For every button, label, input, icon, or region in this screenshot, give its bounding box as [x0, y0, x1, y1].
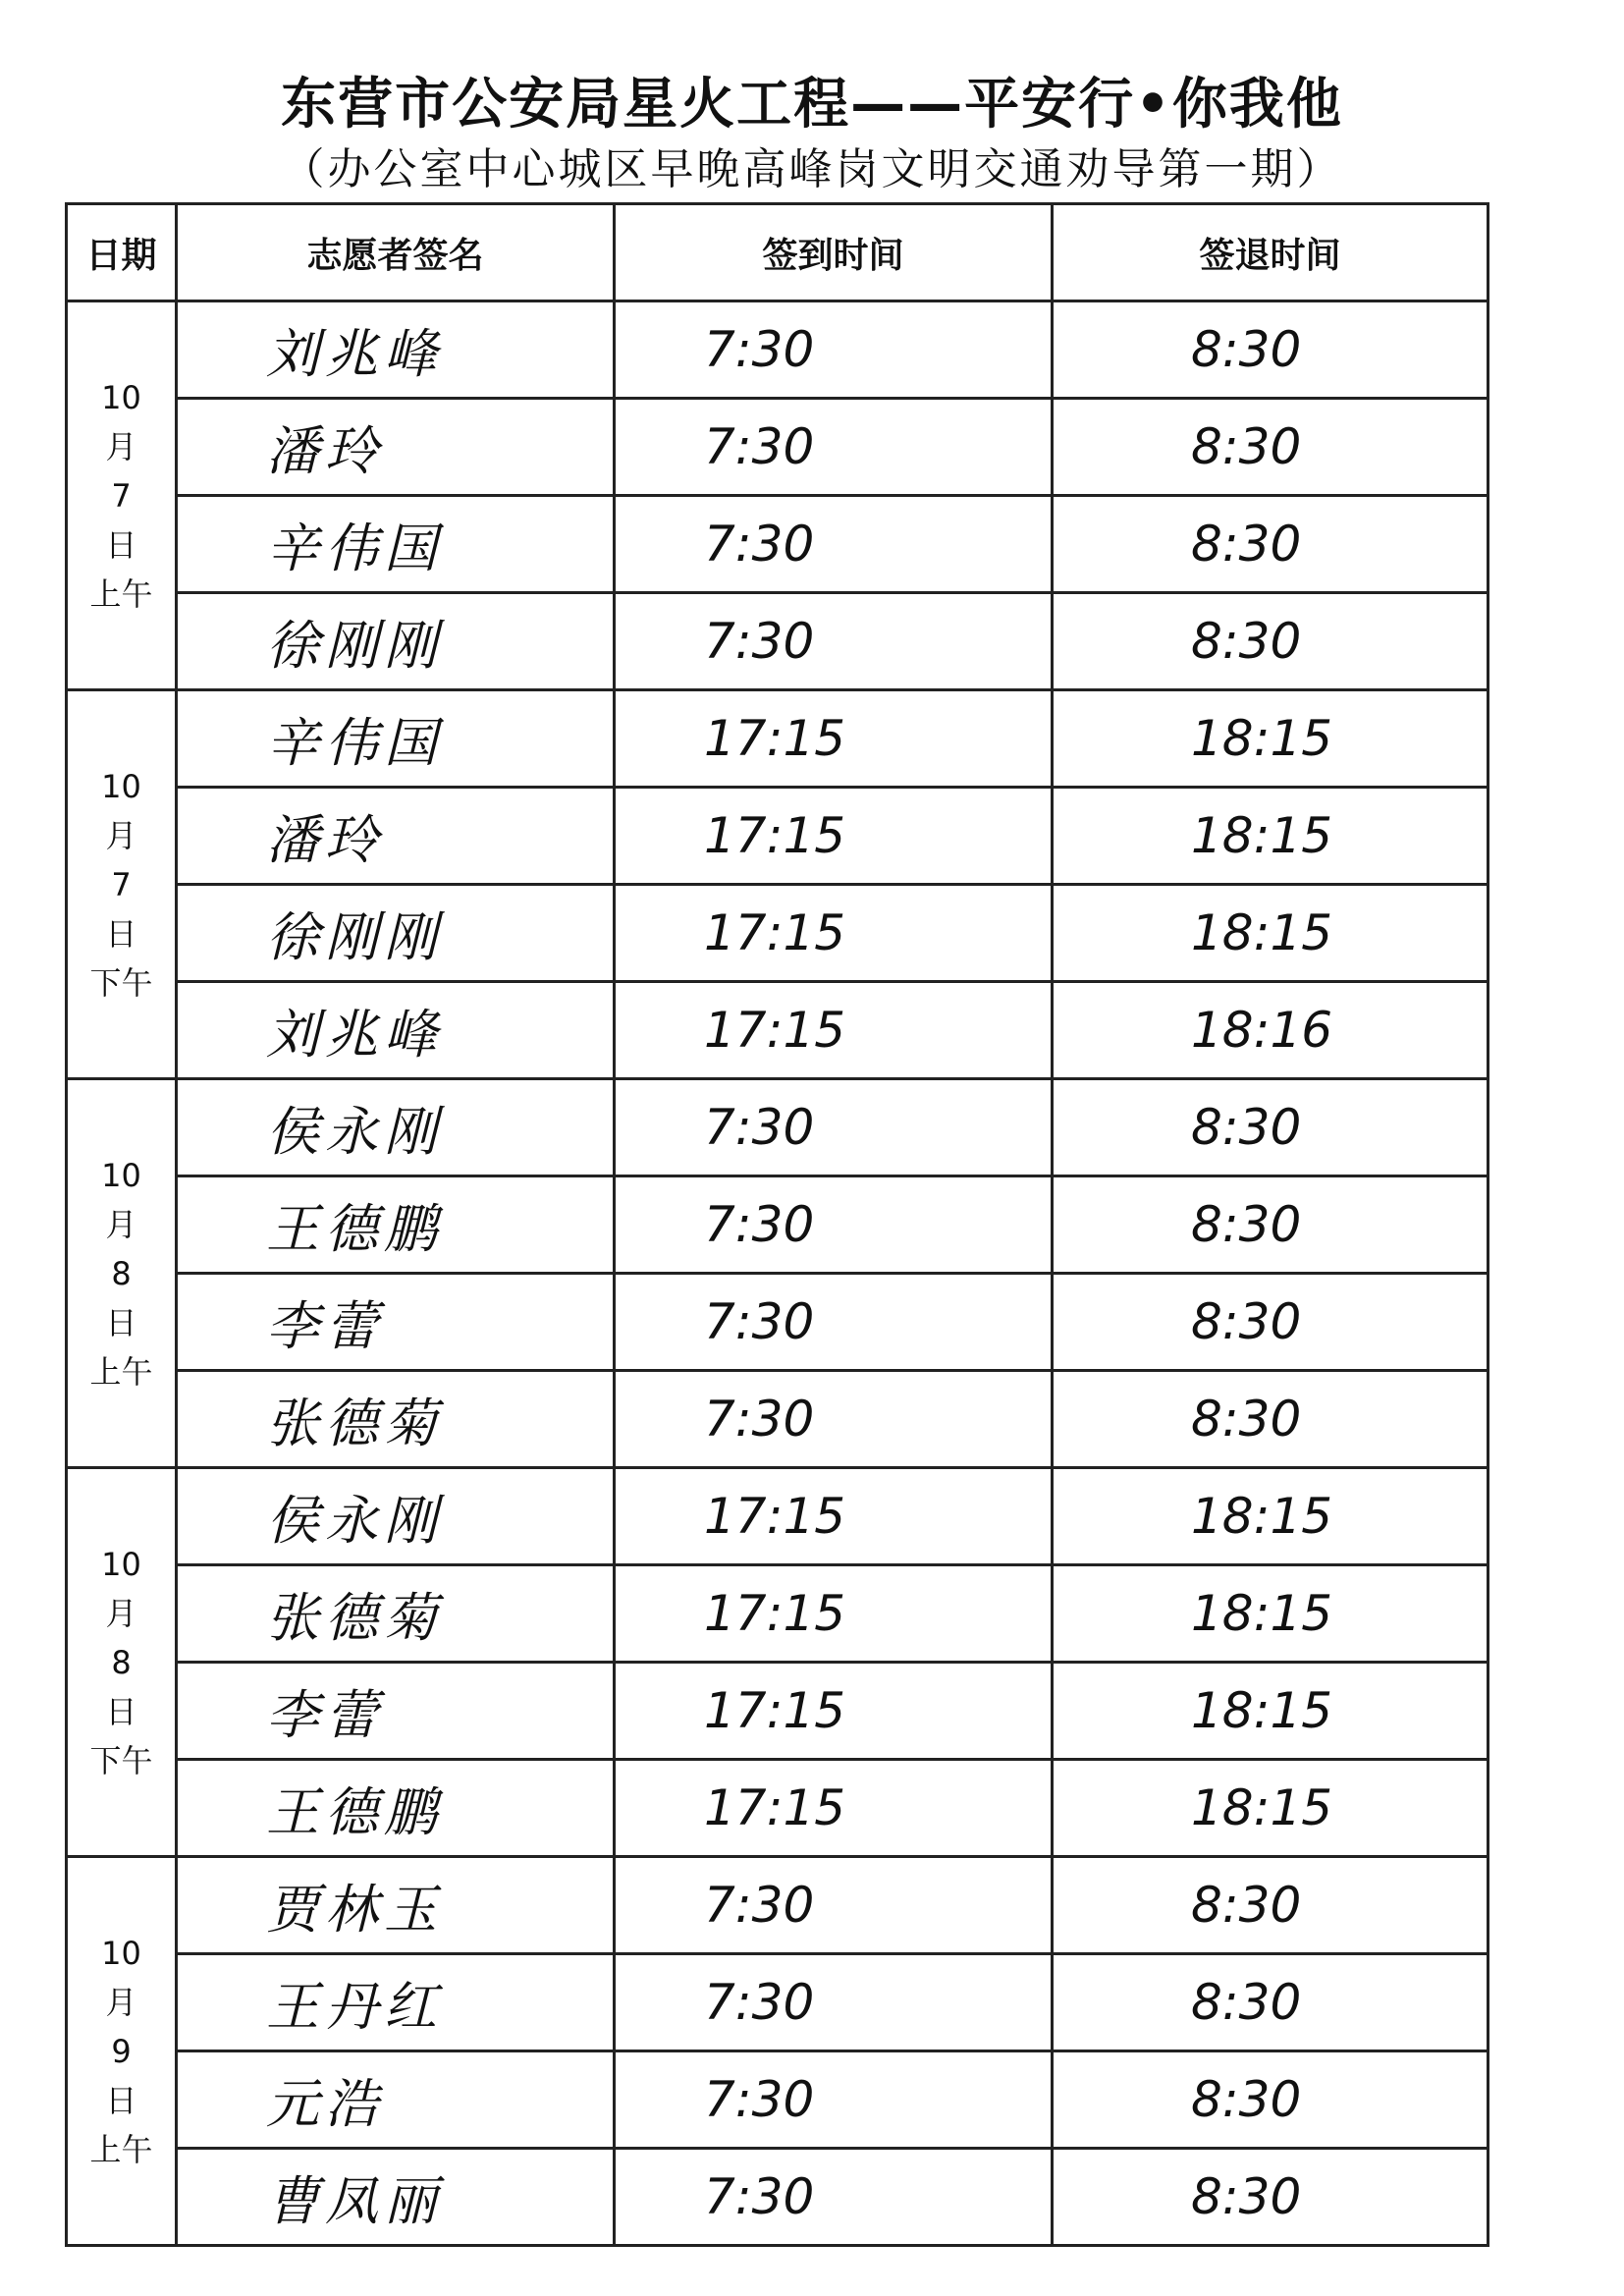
checkout-time: 8:30 — [1053, 1954, 1489, 2051]
column-header-date: 日期 — [67, 204, 177, 301]
volunteer-signature: 元浩 — [177, 2051, 615, 2149]
checkin-time: 7:30 — [615, 2149, 1053, 2246]
volunteer-signature: 李蕾 — [177, 1663, 615, 1760]
date-part: 上午 — [89, 1352, 153, 1391]
table-row — [67, 982, 1489, 1079]
date-part: 日 — [105, 1692, 137, 1730]
table-row — [67, 1565, 1489, 1663]
checkin-time: 17:15 — [615, 1663, 1053, 1760]
table-row — [67, 301, 1489, 399]
date-part: 下午 — [89, 1741, 153, 1779]
date-part: 8 — [111, 1643, 132, 1681]
table-row — [67, 1663, 1489, 1760]
checkout-time: 8:30 — [1053, 1371, 1489, 1468]
table-header-row — [67, 204, 1489, 301]
date-part: 月 — [105, 1594, 137, 1632]
table-row — [67, 1954, 1489, 2051]
checkout-time: 8:30 — [1053, 1274, 1489, 1371]
checkin-time: 17:15 — [615, 885, 1053, 982]
date-part: 日 — [105, 914, 137, 953]
signin-table — [65, 202, 1489, 2247]
volunteer-signature: 李蕾 — [177, 1274, 615, 1371]
table-row — [67, 1468, 1489, 1565]
table-row — [67, 399, 1489, 496]
table-row — [67, 593, 1489, 690]
volunteer-signature: 张德菊 — [177, 1371, 615, 1468]
checkin-time: 17:15 — [615, 982, 1053, 1079]
checkin-time: 7:30 — [615, 496, 1053, 593]
checkin-time: 7:30 — [615, 1274, 1053, 1371]
checkout-time: 8:30 — [1053, 1176, 1489, 1274]
date-part: 月 — [105, 427, 137, 465]
date-cell — [67, 1079, 177, 1468]
table-row — [67, 1176, 1489, 1274]
table-row — [67, 2051, 1489, 2149]
date-part: 上午 — [89, 574, 153, 613]
table-row — [67, 1079, 1489, 1176]
table-row — [67, 690, 1489, 788]
table-row — [67, 885, 1489, 982]
table-row — [67, 496, 1489, 593]
checkin-time: 7:30 — [615, 1857, 1053, 1954]
checkout-time: 8:30 — [1053, 496, 1489, 593]
date-cell — [67, 690, 177, 1079]
date-part: 9 — [111, 2032, 132, 2070]
date-part: 上午 — [89, 2130, 153, 2168]
date-part: 日 — [105, 1303, 137, 1341]
checkout-time: 18:15 — [1053, 885, 1489, 982]
date-cell — [67, 1468, 177, 1857]
table-row — [67, 1274, 1489, 1371]
checkout-time: 18:15 — [1053, 1468, 1489, 1565]
checkin-time: 17:15 — [615, 1760, 1053, 1857]
checkin-time: 7:30 — [615, 1371, 1053, 1468]
table-row — [67, 1760, 1489, 1857]
checkout-time: 8:30 — [1053, 2149, 1489, 2246]
checkout-time: 18:15 — [1053, 690, 1489, 788]
checkin-time: 7:30 — [615, 399, 1053, 496]
date-cell — [67, 301, 177, 690]
checkout-time: 8:30 — [1053, 301, 1489, 399]
date-part: 日 — [105, 525, 137, 564]
table-row — [67, 1857, 1489, 1954]
checkout-time: 18:15 — [1053, 788, 1489, 885]
checkout-time: 18:15 — [1053, 1565, 1489, 1663]
date-part: 10 — [101, 1545, 141, 1583]
date-cell — [67, 1857, 177, 2246]
date-part: 日 — [105, 2081, 137, 2119]
date-part: 10 — [101, 378, 141, 416]
table-row — [67, 788, 1489, 885]
checkout-time: 18:15 — [1053, 1760, 1489, 1857]
date-part: 月 — [105, 1983, 137, 2021]
checkin-time: 7:30 — [615, 2051, 1053, 2149]
table-body — [67, 301, 1489, 2246]
page-subtitle: （办公室中心城区早晚高峰岗文明交通劝导第一期） — [281, 144, 1343, 194]
volunteer-signature: 刘兆峰 — [177, 301, 615, 399]
page-title: 东营市公安局星火工程——平安行•你我他 — [281, 73, 1343, 137]
volunteer-signature: 王丹红 — [177, 1954, 615, 2051]
column-header-checkin: 签到时间 — [615, 204, 1053, 301]
checkout-time: 8:30 — [1053, 1079, 1489, 1176]
checkout-time: 8:30 — [1053, 399, 1489, 496]
volunteer-signature: 曹凤丽 — [177, 2149, 615, 2246]
volunteer-signature: 辛伟国 — [177, 690, 615, 788]
date-part: 7 — [111, 865, 132, 903]
volunteer-signature: 徐刚刚 — [177, 885, 615, 982]
checkin-time: 7:30 — [615, 1954, 1053, 2051]
volunteer-signature: 潘玲 — [177, 788, 615, 885]
checkout-time: 18:15 — [1053, 1663, 1489, 1760]
checkout-time: 18:16 — [1053, 982, 1489, 1079]
volunteer-signature: 辛伟国 — [177, 496, 615, 593]
date-part: 8 — [111, 1254, 132, 1292]
date-part: 10 — [101, 1934, 141, 1972]
table-row — [67, 1371, 1489, 1468]
checkin-time: 17:15 — [615, 1565, 1053, 1663]
checkin-time: 7:30 — [615, 1176, 1053, 1274]
date-part: 月 — [105, 816, 137, 854]
date-part: 下午 — [89, 963, 153, 1002]
volunteer-signature: 王德鹏 — [177, 1760, 615, 1857]
checkin-time: 17:15 — [615, 1468, 1053, 1565]
volunteer-signature: 张德菊 — [177, 1565, 615, 1663]
date-part: 7 — [111, 476, 132, 515]
volunteer-signature: 潘玲 — [177, 399, 615, 496]
checkout-time: 8:30 — [1053, 1857, 1489, 1954]
checkin-time: 7:30 — [615, 593, 1053, 690]
table-row — [67, 2149, 1489, 2246]
checkout-time: 8:30 — [1053, 2051, 1489, 2149]
column-header-checkout: 签退时间 — [1053, 204, 1489, 301]
volunteer-signature: 贾林玉 — [177, 1857, 615, 1954]
volunteer-signature: 刘兆峰 — [177, 982, 615, 1079]
checkin-time: 7:30 — [615, 1079, 1053, 1176]
volunteer-signature: 王德鹏 — [177, 1176, 615, 1274]
date-part: 10 — [101, 767, 141, 805]
checkout-time: 8:30 — [1053, 593, 1489, 690]
checkin-time: 17:15 — [615, 788, 1053, 885]
checkin-time: 7:30 — [615, 301, 1053, 399]
checkin-time: 17:15 — [615, 690, 1053, 788]
column-header-volunteer: 志愿者签名 — [177, 204, 615, 301]
volunteer-signature: 侯永刚 — [177, 1468, 615, 1565]
date-part: 10 — [101, 1156, 141, 1194]
volunteer-signature: 侯永刚 — [177, 1079, 615, 1176]
date-part: 月 — [105, 1205, 137, 1243]
volunteer-signature: 徐刚刚 — [177, 593, 615, 690]
